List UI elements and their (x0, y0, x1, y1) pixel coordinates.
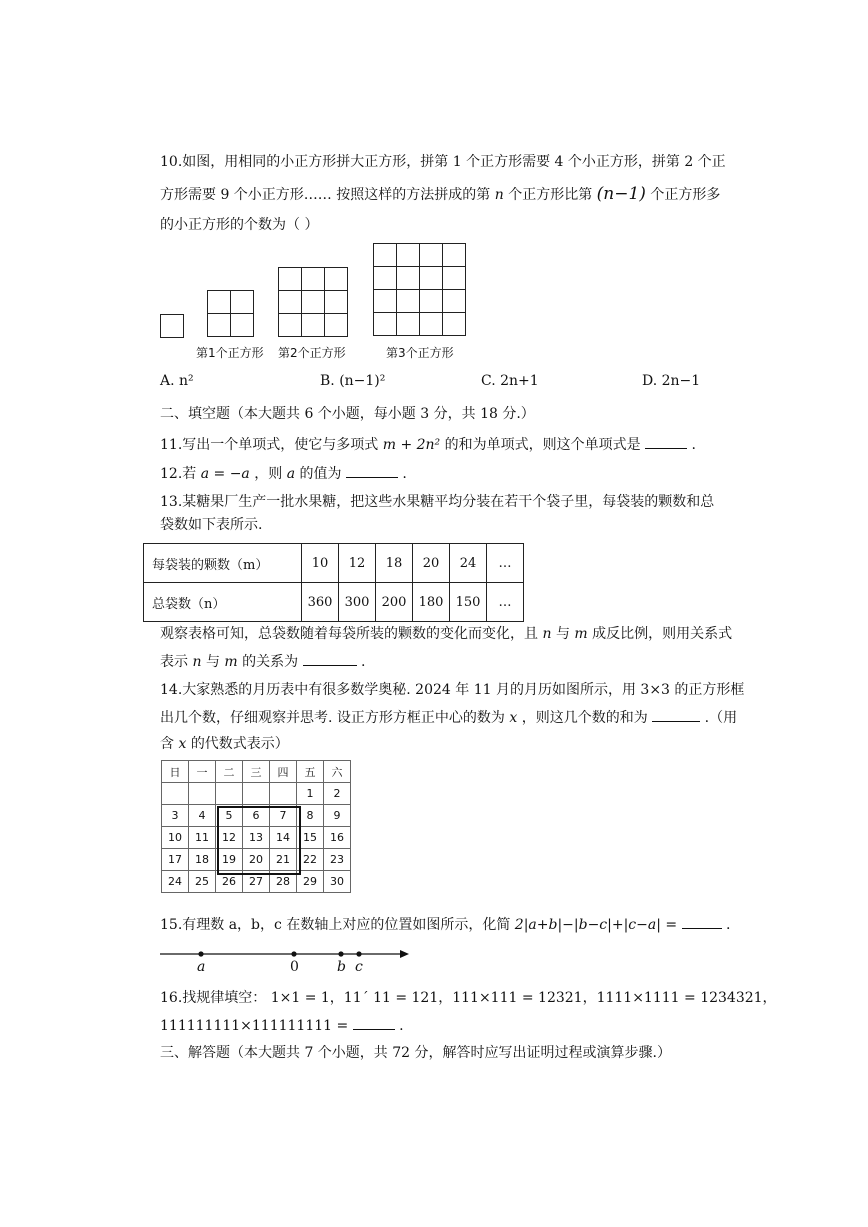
q12-text-a: 12.若 (160, 466, 197, 482)
q13-table (143, 543, 524, 622)
point-0 (291, 951, 296, 956)
square-figure-1 (207, 290, 254, 337)
table-header-cell: 总袋数（n） (144, 583, 302, 622)
q15-text-b: . (726, 917, 731, 933)
calendar-3x3-frame (217, 806, 301, 875)
point-a (198, 951, 203, 956)
q13-after-line1 (160, 624, 732, 644)
calendar-day: 13 (243, 827, 270, 849)
q13-text: 与 (555, 626, 570, 642)
q16-text: 16.找规律填空： (160, 990, 267, 1006)
table-cell: 12 (339, 544, 376, 583)
q14-text: 14.大家熟悉的月历表中有很多数学奥秘. 2024 年 11 月的月历如图所示，用 (160, 682, 636, 698)
calendar-weekday: 日 (162, 761, 189, 783)
calendar-weekday: 四 (270, 761, 297, 783)
calendar-day: 7 (270, 805, 297, 827)
q10-line2 (160, 184, 720, 205)
table-cell: 150 (450, 583, 487, 622)
q10-line3: 的小正方形的个数为（ ） (160, 217, 319, 233)
table-row (144, 583, 524, 622)
q16-line1 (160, 988, 777, 1008)
square-figure-0 (160, 314, 184, 338)
calendar-day: 25 (189, 871, 216, 893)
calendar-day: 4 (189, 805, 216, 827)
table-cell: 300 (339, 583, 376, 622)
section-3-heading: 三、解答题（本大题共 7 个小题，共 72 分，解答时应写出证明过程或演算步骤.） (160, 1045, 671, 1061)
q16-line2 (160, 1015, 404, 1036)
section-2-heading: 二、填空题（本大题共 6 个小题，每小题 3 分，共 18 分.） (160, 406, 535, 422)
option-c: C. 2n+1 (481, 373, 539, 389)
q14-var-x: x (178, 736, 187, 752)
q14-text: 的代数式表示） (190, 736, 289, 752)
q10-line2-text-b: 个正方形比第 (508, 187, 593, 203)
calendar-day: 22 (297, 849, 324, 871)
number-line (155, 945, 415, 965)
calendar-day: 14 (270, 827, 297, 849)
calendar-day: 12 (216, 827, 243, 849)
table-cell: 20 (413, 544, 450, 583)
q15-answer-blank[interactable] (682, 914, 722, 929)
point-b (338, 951, 343, 956)
option-a: A. n² (160, 373, 194, 389)
q14-var-x: x (509, 710, 518, 726)
table-cell: 360 (302, 583, 339, 622)
q11 (160, 434, 696, 455)
q15 (160, 914, 730, 935)
calendar-day: 24 (162, 871, 189, 893)
q14-line1 (160, 680, 744, 700)
calendar-day (189, 783, 216, 805)
table-cell: 18 (376, 544, 413, 583)
calendar-day: 1 (297, 783, 324, 805)
q14-text: ，则这几个数的和为 (521, 710, 648, 726)
table-cell: … (487, 544, 524, 583)
calendar-day: 30 (324, 871, 351, 893)
calendar-day: 20 (243, 849, 270, 871)
table-cell: 10 (302, 544, 339, 583)
q13-answer-blank[interactable] (303, 651, 357, 666)
calendar-day: 19 (216, 849, 243, 871)
q16-expr: 1×1 = 1，11´ 11 = 121，111×111 = 12321，1111×1111 = 1234321， (270, 990, 777, 1006)
q10-line2-text-c: 个正方形多 (650, 187, 721, 203)
calendar-day: 9 (324, 805, 351, 827)
calendar-weekday: 六 (324, 761, 351, 783)
figure-caption-3: 第3个正方形 (386, 346, 454, 360)
q13-after-line2 (160, 651, 365, 672)
q14-line2 (160, 707, 737, 728)
q14-expr: 3×3 (640, 682, 670, 698)
calendar-day: 23 (324, 849, 351, 871)
q14-line3 (160, 734, 289, 754)
calendar-weekday: 三 (243, 761, 270, 783)
q14-text: 出几个数，仔细观察并思考. 设正方形方框正中心的数为 (160, 710, 505, 726)
q13-var-n: n (542, 626, 552, 642)
calendar-day: 29 (297, 871, 324, 893)
calendar-day: 15 (297, 827, 324, 849)
label-b: b (337, 959, 346, 975)
table-cell: 24 (450, 544, 487, 583)
calendar-weekday: 二 (216, 761, 243, 783)
label-0: 0 (290, 959, 299, 975)
calendar-day: 2 (324, 783, 351, 805)
calendar-day (216, 783, 243, 805)
calendar-day: 17 (162, 849, 189, 871)
table-cell: 180 (413, 583, 450, 622)
number-line-arrow-icon (400, 950, 409, 958)
label-c: c (355, 959, 363, 975)
calendar-weekday: 一 (189, 761, 216, 783)
label-a: a (197, 959, 206, 975)
q11-answer-blank[interactable] (645, 434, 687, 449)
calendar-day (270, 783, 297, 805)
q13-var-m: m (574, 626, 588, 642)
calendar-day: 8 (297, 805, 324, 827)
q13-text: 表示 (160, 654, 188, 670)
q11-text-b: 的和为单项式，则这个单项式是 (444, 437, 641, 453)
q14-text: 含 (160, 736, 174, 752)
table-cell: 200 (376, 583, 413, 622)
figure-caption-2: 第2个正方形 (278, 346, 346, 360)
q12-answer-blank[interactable] (346, 463, 398, 478)
q12 (160, 463, 407, 484)
calendar-day: 3 (162, 805, 189, 827)
q15-expr: 2|a+b|−|b−c|+|c−a| = (514, 917, 678, 933)
q13-var-n: n (192, 654, 202, 670)
q16-answer-blank[interactable] (353, 1015, 395, 1030)
q15-text-a: 15.有理数 a，b，c 在数轴上对应的位置如图所示，化简 (160, 917, 511, 933)
q10-line2-text-a: 方形需要 9 个小正方形…… 按照这样的方法拼成的第 (160, 187, 491, 203)
q13-text: 与 (205, 654, 220, 670)
q14-text: 的正方形框 (674, 682, 745, 698)
q11-text-a: 11.写出一个单项式，使它与多项式 (160, 437, 379, 453)
square-figure-2 (278, 267, 348, 337)
q12-text-b: ，则 (254, 466, 283, 482)
q11-expr: m + 2n² (382, 437, 441, 453)
calendar-day: 16 (324, 827, 351, 849)
q13-text: 的关系为 (242, 654, 299, 670)
q11-text-c: . (691, 437, 696, 453)
table-header-cell: 每袋装的颗数（m） (144, 544, 302, 583)
q13-line1: 13.某糖果厂生产一批水果糖，把这些水果糖平均分装在若干个袋子里，每袋装的颗数和总 (160, 494, 715, 510)
q16-text: . (399, 1018, 404, 1034)
table-row (144, 544, 524, 583)
table-cell: … (487, 583, 524, 622)
calendar-day: 26 (216, 871, 243, 893)
figure-caption-1: 第1个正方形 (196, 346, 264, 360)
calendar-day: 18 (189, 849, 216, 871)
q14-text: .（用 (704, 710, 738, 726)
calendar-week (162, 783, 351, 805)
calendar-day: 27 (243, 871, 270, 893)
q13-text: 观察表格可知，总袋数随着每袋所装的颗数的变化而变化，且 (160, 626, 538, 642)
calendar-day: 21 (270, 849, 297, 871)
option-d: D. 2n−1 (642, 373, 701, 389)
calendar-day: 10 (162, 827, 189, 849)
option-b: B. (n−1)² (320, 373, 386, 389)
calendar-day: 5 (216, 805, 243, 827)
calendar-day: 6 (243, 805, 270, 827)
q12-var: a (286, 466, 296, 482)
q10-var-n: n (494, 187, 504, 203)
calendar-weekday: 五 (297, 761, 324, 783)
calendar-header-row (162, 761, 351, 783)
q10-line1: 10.如图，用相同的小正方形拼大正方形，拼第 1 个正方形需要 4 个小正方形，拼第 2 个正 (160, 154, 726, 170)
q16-expr: 111111111×111111111 = (160, 1018, 349, 1034)
q13-text: . (361, 654, 366, 670)
calendar-day (243, 783, 270, 805)
q13-var-m: m (224, 654, 238, 670)
q10-paren-expr: (n−1) (596, 184, 646, 204)
q13-line2: 袋数如下表所示. (160, 517, 263, 533)
calendar-day: 11 (189, 827, 216, 849)
point-c (356, 951, 361, 956)
calendar-day (162, 783, 189, 805)
square-figure-3 (373, 243, 466, 336)
q12-text-c: 的值为 (299, 466, 342, 482)
q14-answer-blank[interactable] (652, 707, 700, 722)
q12-expr: a = −a (200, 466, 250, 482)
q12-text-d: . (402, 466, 407, 482)
calendar-day: 28 (270, 871, 297, 893)
q13-text: 成反比例，则用关系式 (592, 626, 733, 642)
